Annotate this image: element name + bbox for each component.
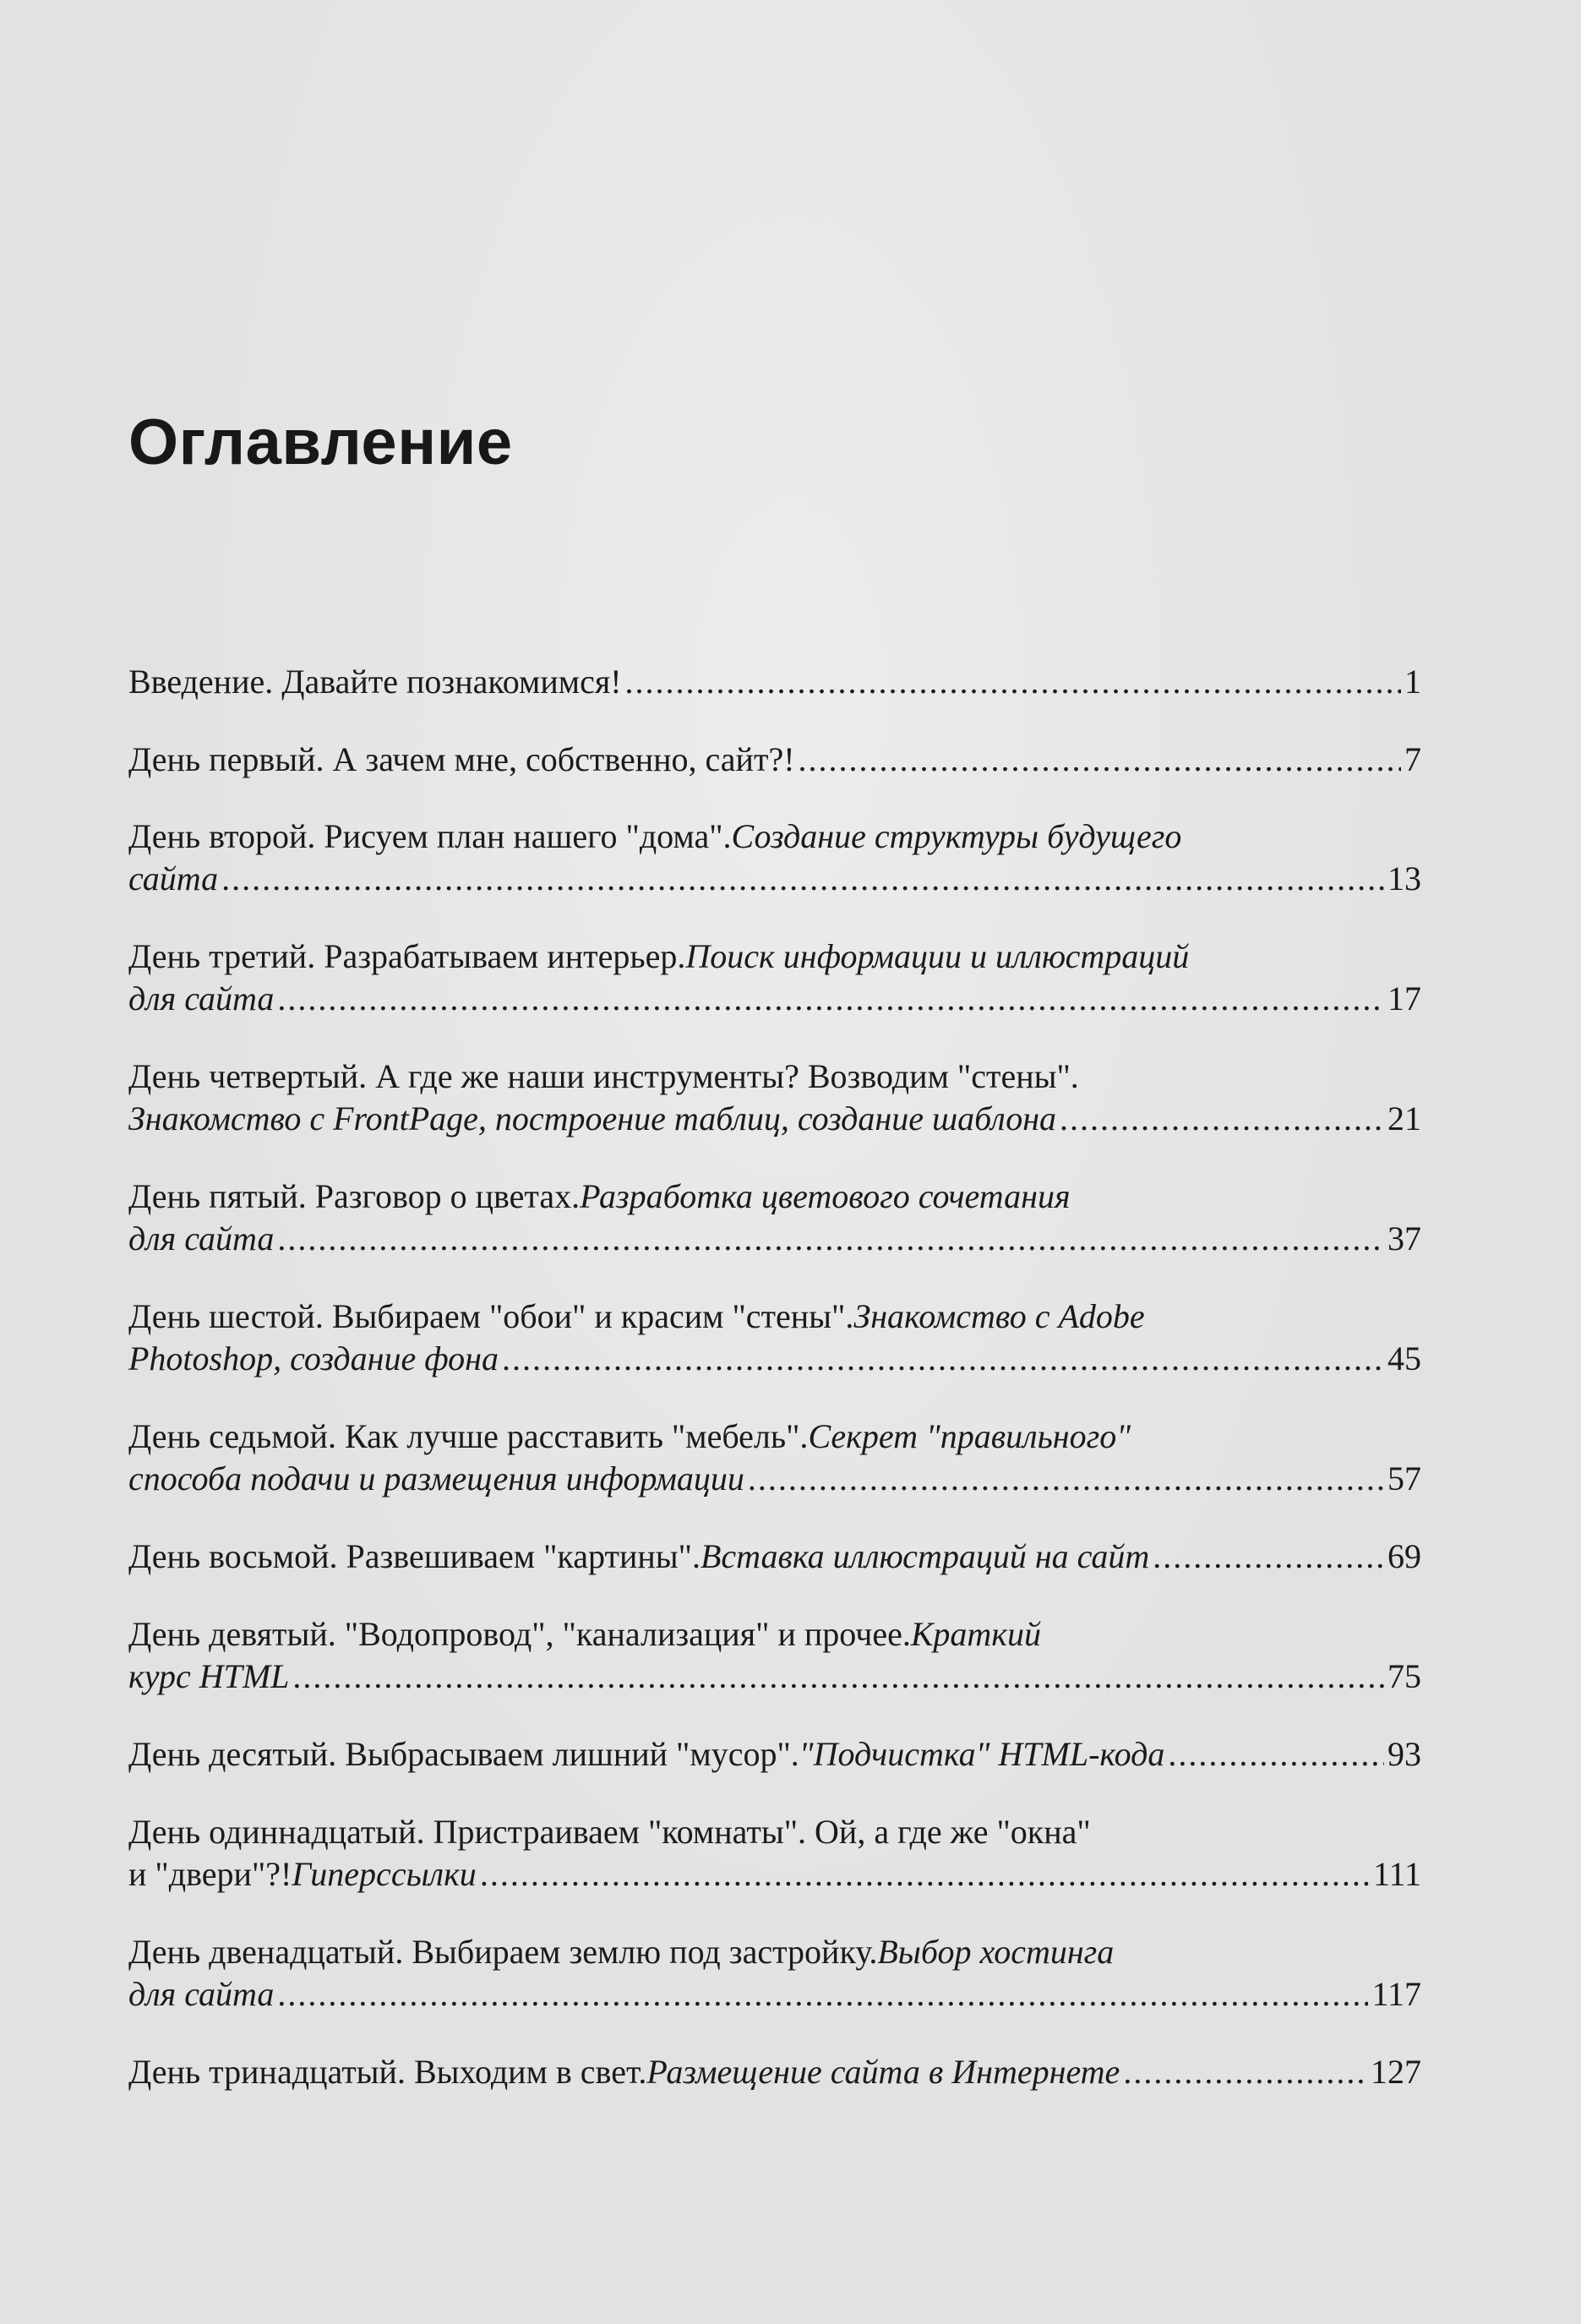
- dot-leader: [1153, 1536, 1384, 1578]
- toc-entry-title: День десятый. Выбрасываем лишний "мусор".: [128, 1735, 799, 1773]
- toc-entry-line: [128, 2051, 1421, 2093]
- toc-entry-subtitle: Выбор хостинга: [877, 1933, 1115, 1971]
- toc-entry-title: День шестой. Выбираем "обои" и красим "стены".: [128, 1297, 854, 1335]
- dot-leader: [221, 858, 1384, 900]
- toc-entry: [128, 936, 1421, 1020]
- toc-entry-line: [128, 1656, 1421, 1698]
- toc-entry-subtitle: курс HTML: [128, 1657, 290, 1695]
- toc-entry-line: [128, 1536, 1421, 1578]
- toc-entry-title: День первый. А зачем мне, собственно, сайт?!: [128, 740, 795, 778]
- toc-entry-line: [128, 1931, 1421, 1973]
- toc-entry: [128, 816, 1421, 900]
- toc-entry-title: День пятый. Разговор о цветах.: [128, 1177, 581, 1215]
- dot-leader: [799, 739, 1401, 781]
- page-number: 93: [1387, 1735, 1421, 1773]
- dot-leader: [277, 978, 1384, 1020]
- toc-entry-line: [128, 1613, 1421, 1656]
- toc-entry-line: [128, 858, 1421, 900]
- toc-entry-subtitle: Знакомство с FrontPage, построение таблиц, создание шаблона: [128, 1099, 1057, 1137]
- toc-entry-subtitle: Поиск информации и иллюстраций: [685, 937, 1190, 975]
- toc-entry: [128, 1176, 1421, 1260]
- page-number: 45: [1387, 1339, 1421, 1377]
- toc-entry-line: [128, 1098, 1421, 1140]
- toc-entry-subtitle: Photoshop, создание фона: [128, 1339, 499, 1377]
- dot-leader: [748, 1458, 1384, 1500]
- toc-entry-title: День седьмой. Как лучше расставить "мебель".: [128, 1417, 809, 1455]
- toc-entry-subtitle: Вставка иллюстраций на сайт: [700, 1537, 1150, 1575]
- dot-leader: [277, 1218, 1384, 1260]
- toc-entry-line: [128, 1733, 1421, 1776]
- toc-entry-subtitle: Размещение сайта в Интернете: [646, 2053, 1120, 2091]
- toc-entry-subtitle: Знакомство с Adobe: [853, 1297, 1145, 1335]
- toc-entry: [128, 739, 1421, 781]
- page-number: 7: [1404, 740, 1421, 778]
- toc-entry: [128, 2051, 1421, 2093]
- toc-entry: [128, 1056, 1421, 1140]
- toc-entry-subtitle: для сайта: [128, 1975, 275, 2013]
- dot-leader: [480, 1853, 1370, 1896]
- toc-entry-subtitle: "Подчистка" HTML-кода: [799, 1735, 1165, 1773]
- page-number: 21: [1387, 1099, 1421, 1137]
- dot-leader: [292, 1656, 1384, 1698]
- page-number: 69: [1387, 1537, 1421, 1575]
- toc-entry-subtitle: для сайта: [128, 1219, 275, 1257]
- toc-entry-subtitle: Разработка цветового сочетания: [580, 1177, 1071, 1215]
- toc-entry-title: День второй. Рисуем план нашего "дома".: [128, 817, 732, 855]
- toc-entry-line: [128, 1296, 1421, 1338]
- toc-entry-title: День девятый. "Водопровод", "канализация" и прочее.: [128, 1615, 911, 1653]
- toc-entry-line: [128, 1458, 1421, 1500]
- toc-entry-line: [128, 1416, 1421, 1458]
- toc-entry-line: [128, 936, 1421, 978]
- toc-entry-subtitle: Гиперссылки: [292, 1855, 477, 1893]
- toc-entry-line: [128, 1176, 1421, 1218]
- dot-leader: [277, 1973, 1368, 2016]
- toc-entry-subtitle: Секрет "правильного": [808, 1417, 1131, 1455]
- dot-leader: [1060, 1098, 1384, 1140]
- toc-entry-title: День двенадцатый. Выбираем землю под застройку.: [128, 1933, 878, 1971]
- toc-entry-title: День четвертый. А где же наши инструменты? Возводим "стены".: [128, 1057, 1079, 1095]
- toc-entry-line: [128, 1218, 1421, 1260]
- toc-entry-title: День восьмой. Развешиваем "картины".: [128, 1537, 701, 1575]
- toc-entry-subtitle: способа подачи и размещения информации: [128, 1459, 744, 1498]
- toc-entry-title: Введение. Давайте познакомимся!: [128, 663, 622, 701]
- dot-leader: [1123, 2051, 1367, 2093]
- toc-entry-title: День одиннадцатый. Пристраиваем "комнаты". Ой, а где же "окна": [128, 1813, 1091, 1851]
- page-number: 37: [1387, 1219, 1421, 1257]
- toc-entry-subtitle: для сайта: [128, 979, 275, 1017]
- toc-entry-line: [128, 1973, 1421, 2016]
- page-number: 57: [1387, 1459, 1421, 1498]
- toc-entry-line: [128, 1811, 1421, 1853]
- toc-entry: [128, 1733, 1421, 1776]
- page-title: Оглавление: [128, 406, 513, 478]
- toc-entry-title: День тринадцатый. Выходим в свет.: [128, 2053, 647, 2091]
- page-number: 127: [1371, 2053, 1421, 2091]
- page-number: 117: [1371, 1975, 1421, 2013]
- toc-entry: [128, 1296, 1421, 1380]
- toc-entry-subtitle: Создание структуры будущего: [731, 817, 1182, 855]
- dot-leader: [1168, 1733, 1384, 1776]
- toc-entry: [128, 1536, 1421, 1578]
- page-number: 111: [1372, 1855, 1421, 1893]
- toc-entry-subtitle: Краткий: [910, 1615, 1042, 1653]
- page-number: 13: [1387, 859, 1421, 897]
- toc-entry-line: [128, 1056, 1421, 1098]
- toc-entry-line: [128, 816, 1421, 858]
- toc-entry: [128, 1416, 1421, 1500]
- toc-entry: [128, 1613, 1421, 1698]
- toc-entry-line: [128, 1338, 1421, 1380]
- toc-entry: [128, 1931, 1421, 2016]
- toc-entry-title: и "двери"?!: [128, 1855, 292, 1893]
- page-number: 17: [1387, 979, 1421, 1017]
- toc-entry-line: [128, 978, 1421, 1020]
- dot-leader: [625, 661, 1401, 703]
- toc-entry-line: [128, 739, 1421, 781]
- toc-entry-subtitle: сайта: [128, 859, 219, 897]
- toc-entry-title: День третий. Разрабатываем интерьер.: [128, 937, 686, 975]
- toc-entry: [128, 1811, 1421, 1896]
- dot-leader: [502, 1338, 1384, 1380]
- page-number: 75: [1387, 1657, 1421, 1695]
- toc-entry-line: [128, 1853, 1421, 1896]
- toc-entry: [128, 661, 1421, 703]
- page-number: 1: [1404, 663, 1421, 701]
- toc-entry-line: [128, 661, 1421, 703]
